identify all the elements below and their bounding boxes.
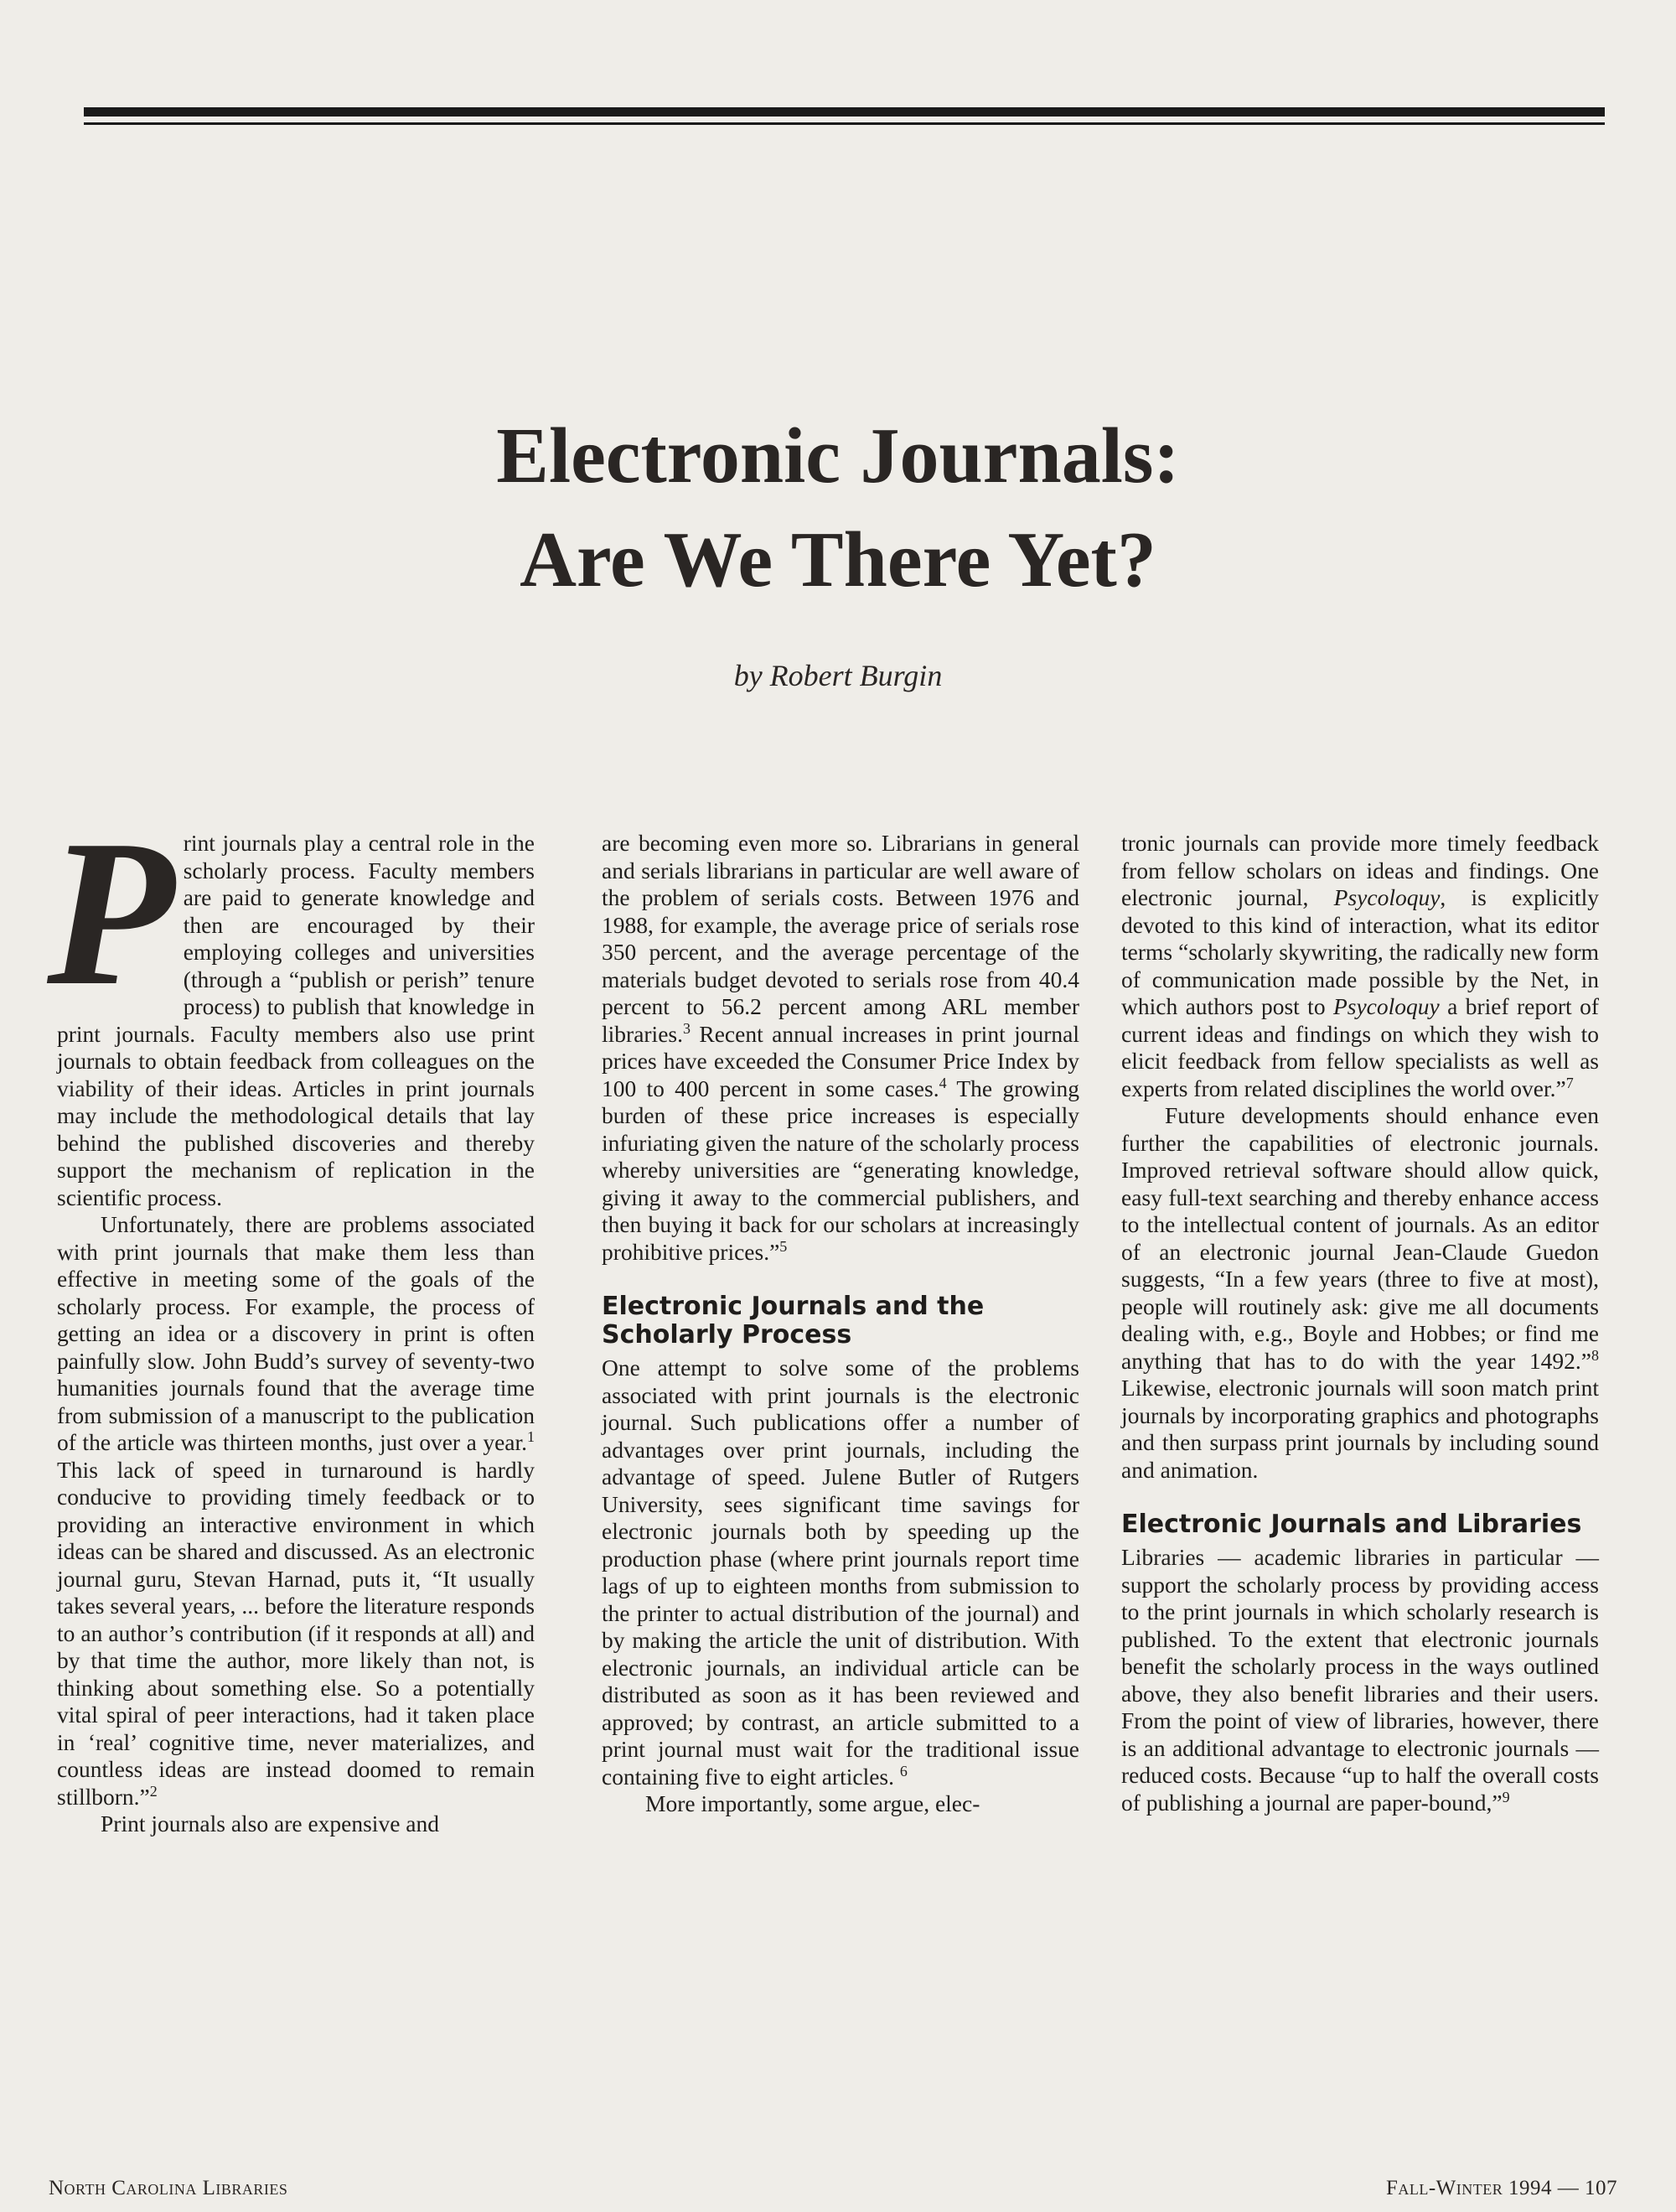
journal-name: Psycoloquy	[1332, 993, 1440, 1019]
paragraph	[47, 797, 535, 1211]
paragraph-text: One attempt to solve some of the problems associated with print journals is the electronic journal. Such publications offer a number of advantages over print journals, including the advantage of speed. Julene Butler of Rutgers University, sees significant time savings for electronic journals both by speeding up the production phase (where print journals report time lags of up to eighteen months from submission to the printer to actual distribution of the journal) and by making the article the unit of distribution. With electronic journals, an individual article can be distributed as soon as it has been reviewed and approved; by contrast, an article submitted to a print journal must wait for the traditional issue containing five to eight articles.	[602, 1355, 1079, 1790]
article-title	[0, 404, 1676, 612]
paragraph: Print journals also are expensive and	[101, 1811, 439, 1836]
footnote-ref: 2	[149, 1782, 158, 1800]
footer-page-info: Fall-Winter 1994 — 107	[1385, 2177, 1617, 2199]
footer-journal-name: North Carolina Libraries	[49, 2177, 288, 2199]
section-heading: Electronic Journals and Libraries	[1121, 1510, 1582, 1539]
journal-name: Psycoloquy	[1333, 884, 1441, 910]
title-line-2: Are We There Yet?	[520, 516, 1156, 604]
paragraph-text: The growing burden of these price increases is especially infuriating given the nature of the scholarly process whereby universities are “generating knowledge, giving it away to the commercial publishers, and then buying it back for our scholars at increasingly prohibitive prices.”	[602, 1075, 1079, 1265]
column-3	[1121, 830, 1599, 1816]
byline: by Robert Burgin	[733, 659, 943, 692]
paragraph-text: a brief report of current ideas and findings on which they wish to elicit feedback from fellow specialists as well as experts from related disciplines the world over.”	[1121, 993, 1599, 1101]
paragraph-text: Recent annual increases in print journal prices have exceeded the Consumer Price Index by 100 to 400 percent in some cases.	[602, 1020, 1079, 1101]
column-2	[602, 830, 1079, 1818]
footnote-ref: 4	[939, 1074, 947, 1091]
footnote-ref: 8	[1591, 1346, 1599, 1364]
paragraph	[602, 1355, 1079, 1790]
paragraph	[1121, 1102, 1599, 1484]
paragraph-text: Future developments should enhance even further the capabilities of electronic journals. Improved retrieval software should allow quick, easy full-text searching and thereby enhance access to the intellectual content of journals. As an editor of an electronic journal Jean-Claude Guedon suggests, “In a few years (three to five at most), people will routinely ask: give me all documents dealing with, e.g., Boyle and Hobbes; or find me anything that has to do with the year 1492.”	[1121, 1102, 1599, 1374]
footnote-ref: 3	[682, 1019, 691, 1037]
paragraph	[57, 1211, 535, 1811]
drop-cap: P	[47, 797, 175, 1029]
footnote-ref: 6	[899, 1762, 908, 1779]
section-heading: Electronic Journals and the Scholarly Process	[602, 1292, 985, 1349]
header-rule-thin	[84, 122, 1605, 125]
footnote-ref: 9	[1502, 1788, 1510, 1805]
paragraph: More importantly, some argue, elec-	[645, 1790, 980, 1816]
header-rule-thick	[84, 107, 1605, 117]
title-line-1: Electronic Journals:	[496, 412, 1180, 500]
footnote-ref: 7	[1565, 1074, 1574, 1091]
paragraph	[1121, 1544, 1599, 1816]
paragraph	[602, 830, 1079, 1266]
paragraph-text: tronic journals can provide more timely feedback from fellow scholars on ideas and findings. One electronic journal,	[1121, 830, 1599, 910]
paragraph-text: , is explicitly devoted to this kind of interaction, what its editor terms “scholarly skywriting, the radically new form of communication made possible by the Net, in which authors post to	[1121, 884, 1599, 1019]
paragraph-text: Unfortunately, there are problems associated with print journals that make them less than effective in meeting some of the goals of the scholarly process. For example, the process of getting an idea or a discovery in print is often painfully slow. John Budd’s survey of seventy-two humanities journals found that the average time from submission of a manuscript to the publication of the article was thirteen months, just over a year.	[57, 1211, 535, 1455]
paragraph	[1121, 830, 1599, 1102]
paragraph-text: This lack of speed in turnaround is hardly conducive to providing timely feedback or to providing an interactive environment in which ideas can be shared and discussed. As an electronic journal guru, Stevan Harnad, puts it, “It usually takes several years, ... before the literature responds to an author’s contribution (if it responds at all) and by that time the author, more likely than not, is thinking about something else. So a potentially vital spiral of peer interactions, had it taken place in ‘real’ cognitive time, never materializes, and countless ideas are instead doomed to remain stillborn.”	[57, 1456, 535, 1810]
column-1	[47, 797, 535, 1838]
paragraph-text: are becoming even more so. Librarians in general and serials librarians in particular are well aware of the problem of serials costs. Between 1976 and 1988, for example, the average price of serials rose 350 percent, and the average percentage of the materials budget devoted to serials rose from 40.4 percent to 56.2 percent among ARL member libraries.	[602, 830, 1079, 1047]
footnote-ref: 1	[527, 1427, 535, 1445]
paragraph-text: Likewise, electronic journals will soon match print journals by incorporating graphics and photographs and then surpass print journals by including sound and animation.	[1121, 1375, 1599, 1483]
footnote-ref: 5	[779, 1237, 788, 1255]
paragraph-text: rint journals play a central role in the scholarly process. Faculty members are paid to generate knowledge and then are encouraged by their employing colleges and universities (through a “publish or perish” tenure process) to publish that knowledge in print journals. Faculty members also use print journals to obtain feedback from colleagues on the viability of their ideas. Articles in print journals may include the methodological details that lay behind the published discoveries and thereby support the mechanism of replication in the scientific process.	[57, 830, 535, 1210]
paragraph-text: Libraries — academic libraries in particular — support the scholarly process by providing access to the print journals in which scholarly research is published. To the extent that electronic journals benefit the scholarly process in the ways outlined above, they also benefit libraries and their users. From the point of view of libraries, however, there is an additional advantage to electronic journals — reduced costs. Because “up to half the overall costs of publishing a journal are paper-bound,”	[1121, 1544, 1599, 1816]
